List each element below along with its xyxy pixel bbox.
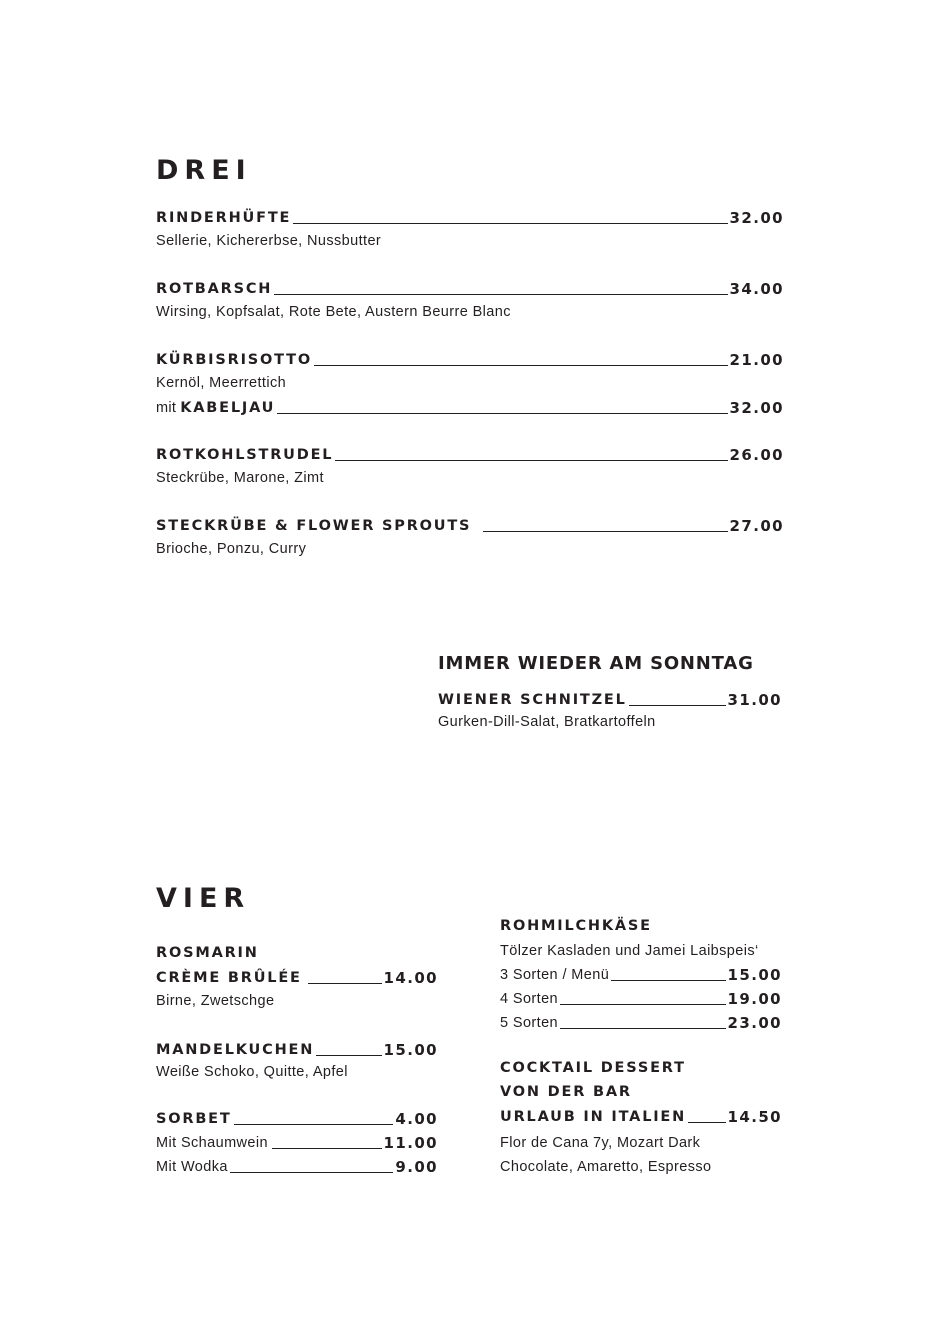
item-price: 34.00 (729, 280, 784, 298)
leader-line (688, 1122, 725, 1123)
option-name: 3 Sorten / Menü (500, 967, 610, 983)
menu-option-kaese-4 (500, 986, 782, 1008)
item-description: Tölzer Kasladen und Jamei Laibspeis‘ (500, 943, 759, 959)
item-name: KABELJAU (180, 400, 276, 416)
option-price: 15.00 (727, 966, 782, 984)
section-heading-sonntag: IMMER WIEDER AM SONNTAG (438, 653, 754, 674)
leader-line (335, 460, 727, 461)
item-name: ROTBARSCH (156, 281, 273, 297)
menu-item-steckruebe (156, 513, 784, 535)
item-description-line2: Chocolate, Amaretto, Espresso (500, 1159, 712, 1175)
leader-line (560, 1004, 726, 1005)
leader-line (314, 365, 728, 366)
option-price: 23.00 (727, 1014, 782, 1032)
section-heading-drei: DREI (156, 155, 252, 186)
menu-option-sorbet-wodka (156, 1154, 438, 1176)
menu-item-rotkohlstrudel (156, 442, 784, 464)
item-name: CRÈME BRÛLÉE (156, 970, 302, 986)
leader-line (316, 1055, 381, 1056)
item-price: 32.00 (729, 399, 784, 417)
option-name: 4 Sorten (500, 991, 559, 1007)
option-price: 11.00 (383, 1134, 438, 1152)
menu-option-kaese-3 (500, 962, 782, 984)
item-name-rohmilchkaese: ROHMILCHKÄSE (500, 918, 652, 934)
item-name-line2: VON DER BAR (500, 1084, 632, 1100)
menu-item-sorbet (156, 1106, 438, 1128)
item-description: Kernöl, Meerrettich (156, 375, 287, 391)
item-price: 26.00 (729, 446, 784, 464)
item-price: 32.00 (729, 209, 784, 227)
option-name: Mit Wodka (156, 1159, 228, 1175)
item-description: Birne, Zwetschge (156, 993, 275, 1009)
leader-line (483, 531, 727, 532)
item-description: Weiße Schoko, Quitte, Apfel (156, 1064, 348, 1080)
item-description: Brioche, Ponzu, Curry (156, 541, 307, 557)
item-description: Sellerie, Kichererbse, Nussbutter (156, 233, 382, 249)
item-description: Gurken-Dill-Salat, Bratkartoffeln (438, 714, 656, 730)
leader-line (274, 294, 727, 295)
option-price: 9.00 (395, 1158, 438, 1176)
leader-line (234, 1124, 394, 1125)
menu-item-wiener-schnitzel (438, 687, 782, 709)
item-name: ROTKOHLSTRUDEL (156, 447, 334, 463)
item-price: 21.00 (729, 351, 784, 369)
item-description-line1: Flor de Cana 7y, Mozart Dark (500, 1135, 701, 1151)
item-name: WIENER SCHNITZEL (438, 692, 627, 708)
menu-item-cocktail-dessert (500, 1104, 782, 1126)
leader-line (272, 1148, 382, 1149)
menu-item-kabeljau-variant (156, 395, 784, 417)
item-price: 27.00 (729, 517, 784, 535)
item-description: Steckrübe, Marone, Zimt (156, 470, 324, 486)
option-name: Mit Schaumwein (156, 1135, 268, 1151)
item-name: URLAUB IN ITALIEN (500, 1109, 687, 1125)
item-name: MANDELKUCHEN (156, 1042, 315, 1058)
leader-line (277, 413, 727, 414)
item-price: 14.50 (727, 1108, 782, 1126)
item-name: RINDERHÜFTE (156, 210, 292, 226)
menu-option-sorbet-schaumwein (156, 1130, 438, 1152)
leader-line (560, 1028, 726, 1029)
option-name: 5 Sorten (500, 1015, 559, 1031)
menu-option-kaese-5 (500, 1010, 782, 1032)
leader-line (308, 983, 382, 984)
menu-item-kuerbisrisotto (156, 347, 784, 369)
item-name: STECKRÜBE & FLOWER SPROUTS (156, 518, 472, 534)
item-name-line1: ROSMARIN (156, 945, 259, 961)
item-price: 15.00 (383, 1041, 438, 1059)
menu-item-mandelkuchen (156, 1037, 438, 1059)
item-price: 31.00 (727, 691, 782, 709)
menu-item-rotbarsch (156, 276, 784, 298)
variant-prefix: mit (156, 400, 177, 416)
leader-line (293, 223, 727, 224)
item-name: SORBET (156, 1111, 232, 1127)
leader-line (230, 1172, 394, 1173)
item-name: KÜRBISRISOTTO (156, 352, 312, 368)
item-price: 14.00 (383, 969, 438, 987)
leader-line (629, 705, 726, 706)
section-heading-vier: VIER (156, 883, 251, 914)
menu-item-creme-brulee (156, 965, 438, 987)
item-price: 4.00 (395, 1110, 438, 1128)
option-price: 19.00 (727, 990, 782, 1008)
item-name-line1: COCKTAIL DESSERT (500, 1060, 686, 1076)
menu-item-rinderhuefte (156, 205, 784, 227)
leader-line (611, 980, 725, 981)
item-description: Wirsing, Kopfsalat, Rote Bete, Austern Beurre Blanc (156, 304, 511, 320)
